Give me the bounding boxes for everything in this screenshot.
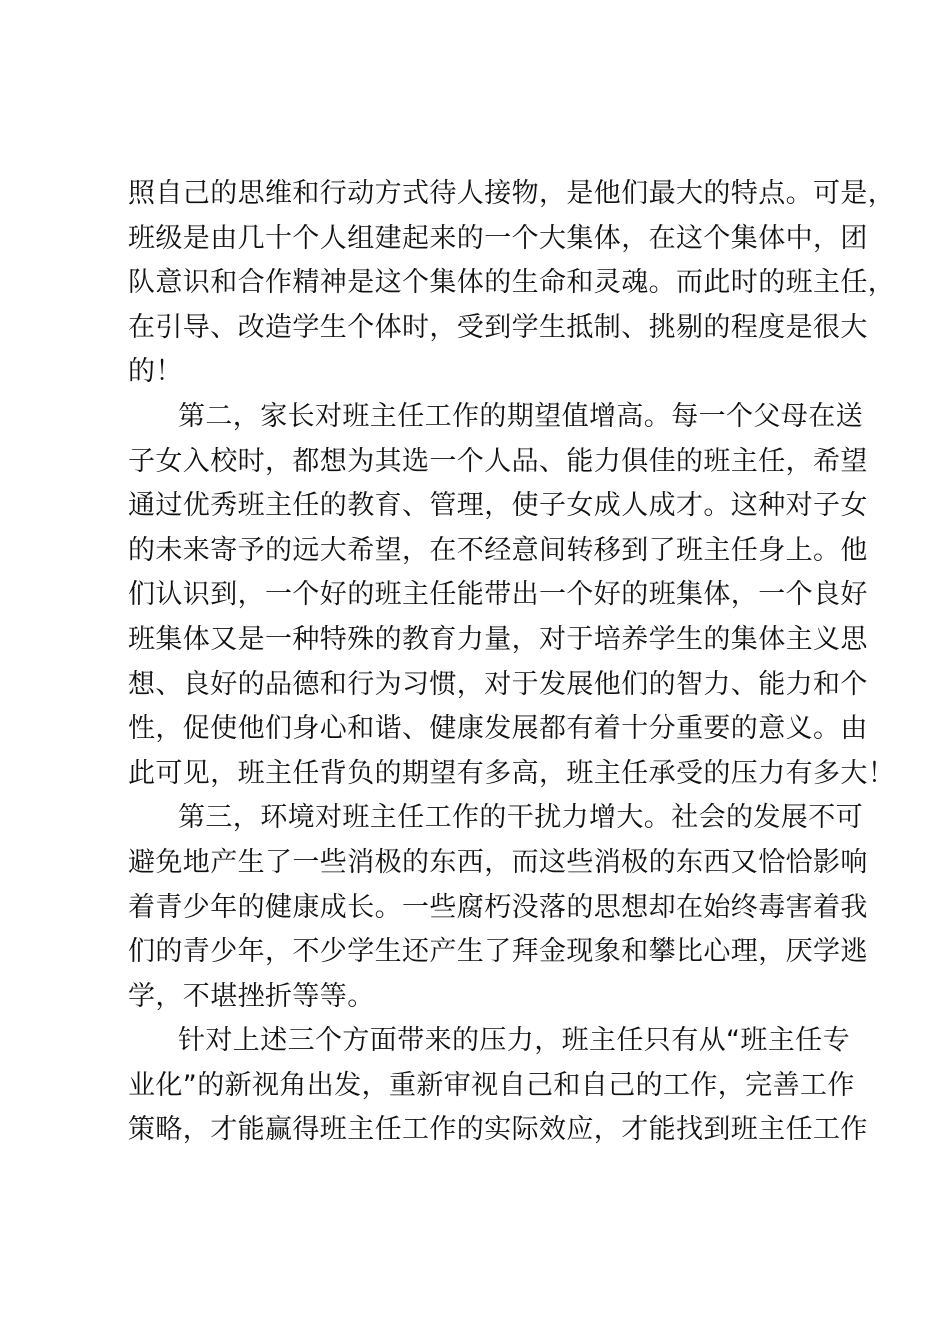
text-line: 着青少年的健康成长。一些腐朽没落的思想却在始终毒害着我 xyxy=(128,891,868,923)
text-line: 此可见，班主任背负的期望有多高，班主任承受的压力有多大！ xyxy=(128,757,896,789)
text-line: 子女入校时，都想为其选一个人品、能力俱佳的班主任，希望 xyxy=(128,445,868,477)
text-line: 想、良好的品德和行为习惯，对于发展他们的智力、能力和个 xyxy=(128,668,868,700)
text-line: 业化”的新视角出发，重新审视自己和自己的工作，完善工作 xyxy=(128,1069,855,1101)
paragraph-3 xyxy=(128,796,868,1019)
text-line: 们认识到，一个好的班主任能带出一个好的班集体，一个良好 xyxy=(128,579,868,611)
text-line: 班级是由几十个人组建起来的一个大集体，在这个集体中，团 xyxy=(128,222,868,254)
text-line: 班集体又是一种特殊的教育力量，对于培养学生的集体主义思 xyxy=(128,623,868,655)
text-line: 的未来寄予的远大希望，在不经意间转移到了班主任身上。他 xyxy=(128,534,868,566)
text-line: 性，促使他们身心和谐、健康发展都有着十分重要的意义。由 xyxy=(128,713,868,745)
text-line: 策略，才能赢得班主任工作的实际效应，才能找到班主任工作 xyxy=(128,1114,868,1146)
paragraph-4 xyxy=(128,1019,868,1153)
text-line: 在引导、改造学生个体时，受到学生抵制、挑剔的程度是很大 xyxy=(128,311,868,343)
text-line: 学，不堪挫折等等。 xyxy=(128,980,375,1012)
text-line: 队意识和合作精神是这个集体的生命和灵魂。而此时的班主任， xyxy=(128,267,896,299)
document-body xyxy=(128,172,896,1153)
paragraph-1 xyxy=(128,172,896,395)
text-line: 们的青少年，不少学生还产生了拜金现象和攀比心理，厌学逃 xyxy=(128,936,868,968)
text-line: 避免地产生了一些消极的东西，而这些消极的东西又恰恰影响 xyxy=(128,846,868,878)
text-line: 第三，环境对班主任工作的干扰力增大。社会的发展不可 xyxy=(178,802,863,834)
text-line: 通过优秀班主任的教育、管理，使子女成人成才。这种对子女 xyxy=(128,490,868,522)
text-line: 第二，家长对班主任工作的期望值增高。每一个父母在送 xyxy=(178,400,863,432)
text-line: 针对上述三个方面带来的压力，班主任只有从“班主任专 xyxy=(178,1025,850,1057)
text-line: 的！ xyxy=(128,356,183,388)
text-line: 照自己的思维和行动方式待人接物，是他们最大的特点。可是， xyxy=(128,178,896,209)
paragraph-2 xyxy=(128,395,896,796)
